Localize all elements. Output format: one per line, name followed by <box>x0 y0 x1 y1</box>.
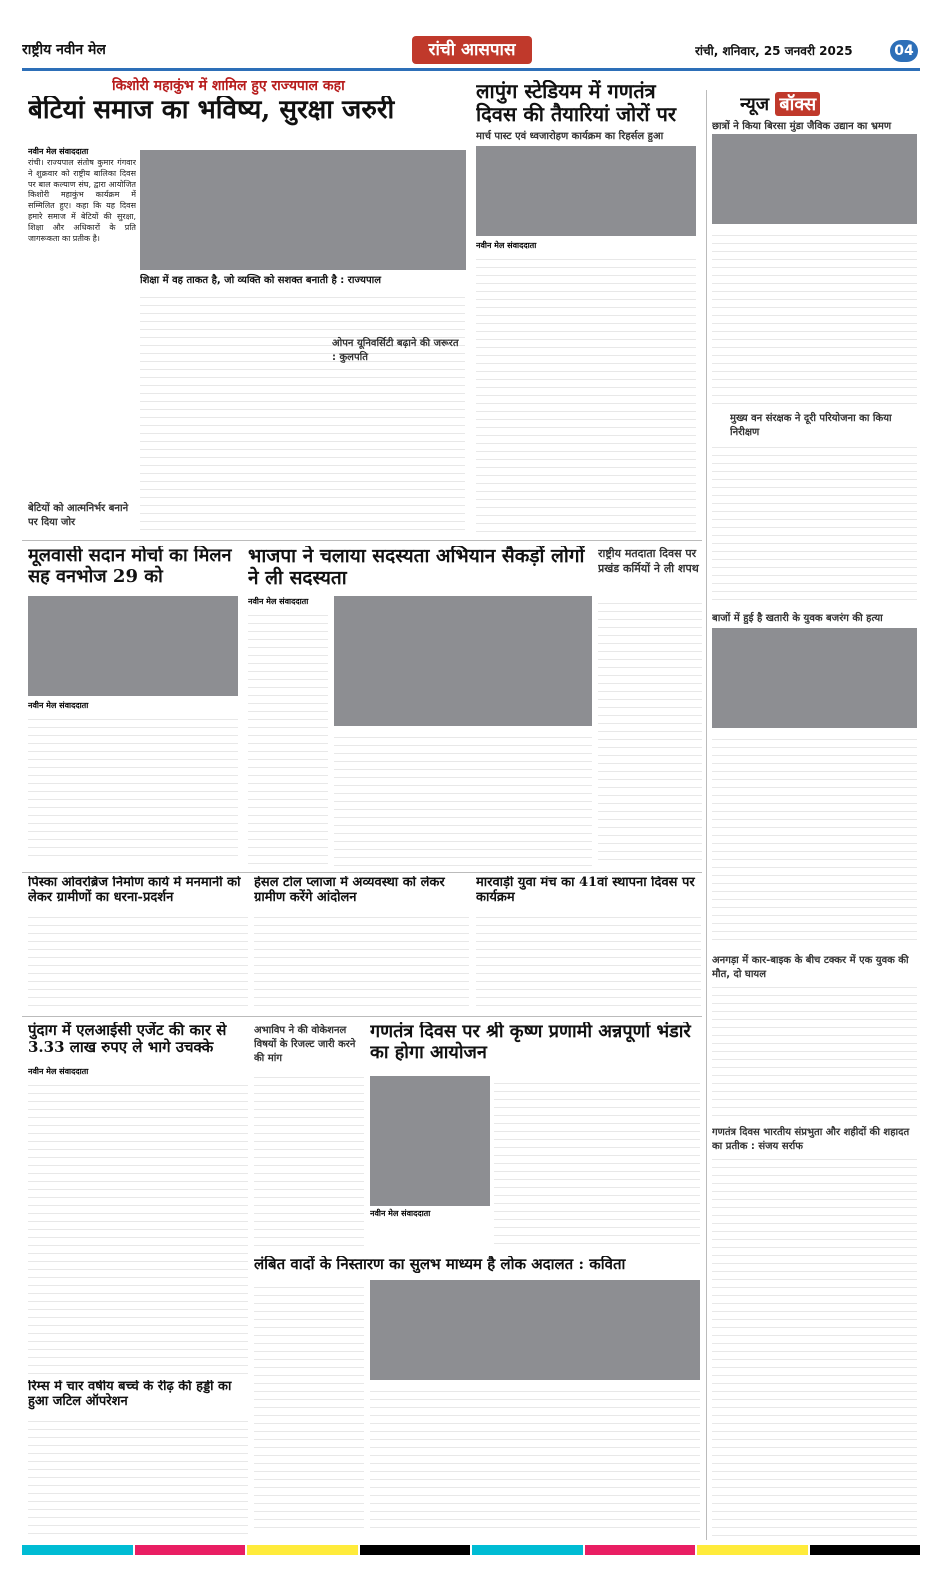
story3-body <box>28 712 238 862</box>
students-garden-photo <box>712 134 917 224</box>
story12-headline: लंबित वादों के निस्तारण का सुलभ माध्यम है लोक अदालत : कविता <box>254 1256 626 1273</box>
story1-byline: नवीन मेल संवाददाता <box>28 147 89 156</box>
story2-headline: लापुंग स्टेडियम में गणतंत्र दिवस की तैयारियां जोरों पर <box>476 80 677 126</box>
story2-body <box>476 252 696 537</box>
story6-headline: पिस्का ओवरब्रिज निर्माण कार्य में मनमानी को लेकर ग्रामीणों का धरना-प्रदर्शन <box>28 876 241 905</box>
story6-body <box>28 910 248 1010</box>
divider <box>22 872 702 873</box>
newsbox-item-1-body <box>712 228 917 408</box>
story9-byline: नवीन मेल संवाददाता <box>28 1067 89 1076</box>
page-number: 04 <box>890 40 918 62</box>
divider <box>22 540 702 541</box>
divider <box>22 1016 702 1017</box>
crowd-photo <box>712 628 917 728</box>
story11-body <box>494 1076 700 1251</box>
newsbox-item-2-body <box>712 440 917 605</box>
governor-event-photo <box>140 150 466 270</box>
story1b-subhead: ओपन यूनिवर्सिटी बढ़ाने की जरूरत : कुलपति <box>332 338 459 363</box>
story4-body <box>248 608 328 866</box>
story9-body <box>28 1078 248 1378</box>
story5-body <box>598 596 702 866</box>
bjp-membership-photo <box>334 596 592 726</box>
story3-headline: मूलवासी सदान मोर्चा का मिलन सह वनभोज 29 को <box>28 546 232 587</box>
story2-byline: नवीन मेल संवाददाता <box>476 241 537 250</box>
story11-byline: नवीन मेल संवाददाता <box>370 1209 431 1218</box>
story3-byline: नवीन मेल संवाददाता <box>28 701 89 710</box>
story5-headline: राष्ट्रीय मतदाता दिवस पर प्रखंड कर्मियों ने ली शपथ <box>598 547 699 575</box>
story1-kicker: किशोरी महाकुंभ में शामिल हुए राज्यपाल कहा <box>112 78 345 94</box>
print-color-strip <box>22 1545 920 1559</box>
story1b-body <box>140 290 465 530</box>
newsbox-item-5-body <box>712 1152 917 1537</box>
story10-headline: अभाविप ने की वोकेशनल विषयों के रिजल्ट जारी करने की मांग <box>254 1025 356 1064</box>
newsbox-item-2: मुख्य वन संरक्षक ने दूरी परियोजना का किया निरीक्षण <box>730 413 892 438</box>
story2-sub: मार्च पास्ट एवं ध्वजारोहण कार्यक्रम का रिहर्सल हुआ <box>476 131 664 142</box>
story1-body: रांची। राज्यपाल संतोष कुमार गंगवार ने शुक्रवार को राष्ट्रीय बालिका दिवस पर बाल कल्याण संघ, द्वारा आयोजित किशोरी महाकुंभ कार्यक्रम में सम्मिलित हुए। कहा कि यह दिवस हमारे समाज में बेटियों की सुरक्षा, शिक्षा और अधिकारों के प्रति जागरूकता का प्रतीक है। <box>28 158 136 243</box>
story13-headline: रिम्स में चार वर्षीय बच्चे के रीढ़ की हड्डी का हुआ जटिल ऑपरेशन <box>28 1380 232 1409</box>
issue-date: रांची, शनिवार, 25 जनवरी 2025 <box>695 44 853 58</box>
section-title: रांची आसपास <box>412 36 532 64</box>
story10-body <box>254 1070 364 1250</box>
story1-headline: बेटियां समाज का भविष्य, सुरक्षा जरुरी <box>28 96 395 125</box>
lok-adalat-photo <box>370 1280 700 1380</box>
story4-byline: नवीन मेल संवाददाता <box>248 597 309 606</box>
meeting-photo <box>28 596 238 696</box>
story1b-caption: शिक्षा में वह ताकत है, जो व्यक्ति को सशक्त बनाती है : राज्यपाल <box>140 272 466 286</box>
story9-headline: पुंदाग में एलआईसी एजेंट की कार से 3.33 लाख रुपए ले भागे उचक्के <box>28 1022 227 1057</box>
story8-headline: मारवाड़ी युवा मंच का 41वां स्थापना दिवस पर कार्यक्रम <box>476 876 695 905</box>
story11-headline: गणतंत्र दिवस पर श्री कृष्ण प्रणामी अन्नपूर्णा भंडारे का होगा आयोजन <box>370 1022 691 1063</box>
newsbox-item-4: अनगड़ा में कार-बाइक के बीच टक्कर में एक युवक की मौत, दो घायल <box>712 955 909 980</box>
stadium-rehearsal-photo <box>476 146 696 236</box>
newsbox-item-1: छात्रों ने किया बिरसा मुंडा जैविक उद्यान का भ्रमण <box>712 121 892 132</box>
story4-body-2 <box>334 730 592 866</box>
newsbox-item-3: बाजों में हुई है खतारी के युवक बजरंग की हत्या <box>712 613 883 624</box>
newsbox-item-5: गणतंत्र दिवस भारतीय संप्रभुता और शहीदों की शहादत का प्रतीक : संजय सर्राफ <box>712 1127 910 1152</box>
temple-photo <box>370 1076 490 1206</box>
story7-headline: हेसल टोल प्लाजा में अव्यवस्था को लेकर ग्रामीण करेंगे आंदोलन <box>254 876 445 905</box>
story13-body <box>28 1414 248 1534</box>
story1-subhead: बेटियों को आत्मनिर्भर बनाने पर दिया जोर <box>28 503 129 528</box>
newsbox-title: न्यूज बॉक्स <box>740 92 820 116</box>
header-rule <box>22 68 920 71</box>
story12-body-2 <box>370 1384 700 1534</box>
paper-name: राष्ट्रीय नवीन मेल <box>22 42 106 58</box>
newsbox-item-3-body <box>712 732 917 947</box>
story4-headline: भाजपा ने चलाया सदस्यता अभियान सैकड़ों लोगों ने ली सदस्यता <box>248 546 585 589</box>
story12-body <box>254 1280 364 1535</box>
story8-body <box>476 910 701 1010</box>
story7-body <box>254 910 469 1010</box>
newsbox-item-4-body <box>712 980 917 1120</box>
